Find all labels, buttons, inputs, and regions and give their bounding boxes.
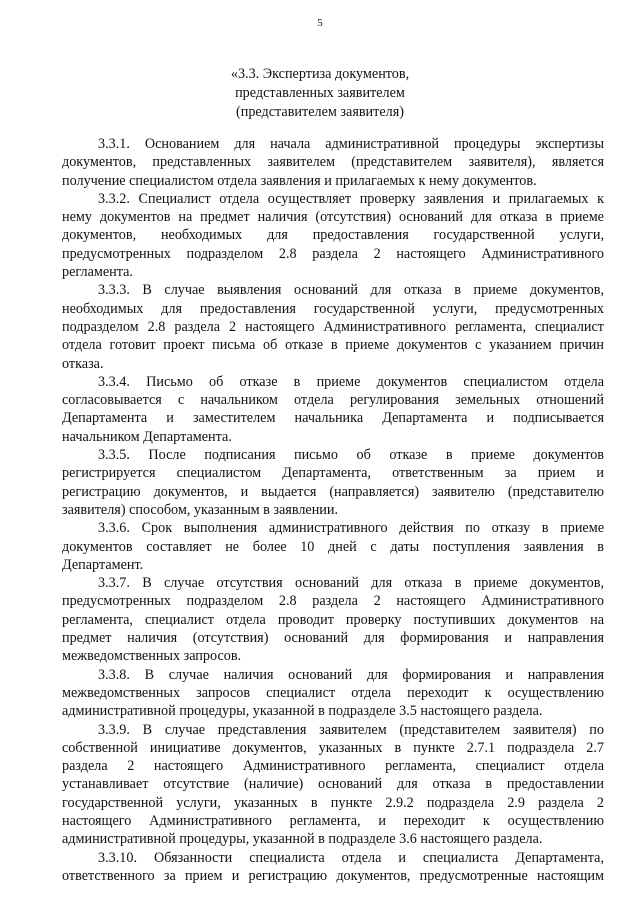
paragraph-3-3-10 <box>62 849 604 886</box>
paragraph-3-3-9 <box>62 721 604 849</box>
text-line: межведомственных запросов специалист отдела переходит к осуществлению <box>62 684 604 701</box>
text-line: документов, необходимых для предоставления государственной услуги, <box>62 227 604 244</box>
text-line: собственной инициативе документов, указанных в пункте 2.7.1 подраздела 2.7 <box>62 739 604 756</box>
text-line: 3.3.2. Специалист отдела осуществляет проверку заявления и прилагаемых к <box>98 190 604 207</box>
text-line: подразделом 2.8 раздела 2 настоящего Административного регламента, специалист <box>62 318 604 335</box>
text-line: регламента, специалист отдела проводит проверку поступивших документов на <box>62 611 604 628</box>
text-line: заявителя) способом, указанным в заявлении. <box>62 501 339 518</box>
text-line: предмет наличия (отсутствия) оснований для формирования и направления <box>62 630 604 647</box>
text-line: административной процедуры, указанной в подразделе 3.5 настоящего раздела. <box>62 703 543 720</box>
text-line: необходимых для предоставления государственной услуги, предусмотренных <box>62 300 604 317</box>
text-line: начальником Департамента. <box>62 428 232 445</box>
text-line: предусмотренных подразделом 2.8 раздела 2 настоящего Административного <box>62 245 604 262</box>
page-number: 5 <box>317 17 323 29</box>
text-line: документов, представленных заявителем (представителем заявителя), является <box>62 154 604 171</box>
text-line: регламента. <box>62 264 133 281</box>
text-line: нему документов на предмет наличия (отсутствия) оснований для отказа в приеме <box>62 209 604 226</box>
text-line: 3.3.8. В случае наличия оснований для формирования и направления <box>98 666 604 683</box>
text-line: государственной услуги, указанных в пункте 2.9.2 подраздела 2.9 раздела 2 <box>62 794 604 811</box>
text-line: отказа. <box>62 355 104 372</box>
text-line: настоящего Административного регламента, и переходит к осуществлению <box>62 812 604 829</box>
text-line: документов составляет не более 10 дней с даты поступления заявления в <box>62 538 604 555</box>
paragraph-3-3-2 <box>62 190 604 281</box>
text-line: 3.3.5. После подписания письмо об отказе в приеме документов <box>98 447 604 464</box>
text-line: отдела готовит проект письма об отказе в приеме документов с указанием причин <box>62 337 604 354</box>
text-line: межведомственных запросов. <box>62 648 242 665</box>
paragraph-3-3-7 <box>62 574 604 665</box>
text-line: 3.3.1. Основанием для начала административной процедуры экспертизы <box>98 136 604 152</box>
paragraph-3-3-6 <box>62 519 604 574</box>
paragraph-3-3-4 <box>62 373 604 446</box>
text-line: 3.3.9. В случае представления заявителем (представителем заявителя) по <box>98 721 604 738</box>
text-line: предусмотренных подразделом 2.8 раздела 2 настоящего Административного <box>62 593 604 610</box>
text-line: раздела 2 настоящего Административного регламента, специалист отдела <box>62 758 604 775</box>
section-heading <box>0 65 640 122</box>
paragraph-3-3-3 <box>62 281 604 372</box>
heading-line: «3.3. Экспертиза документов, <box>230 66 410 82</box>
text-line: 3.3.4. Письмо об отказе в приеме документов специалистом отдела <box>98 373 604 390</box>
heading-line: представленных заявителем <box>235 85 405 101</box>
text-line: Департамента и заместителем начальника Департамента и подписывается <box>62 410 604 427</box>
text-line: 3.3.3. В случае выявления оснований для отказа в приеме документов, <box>98 282 604 299</box>
text-line: регистрацию документов, и выдается (направляется) заявителю (представителю <box>62 483 604 500</box>
text-line: 3.3.6. Срок выполнения административного действия по отказу в приеме <box>98 520 604 537</box>
paragraph-3-3-8 <box>62 666 604 721</box>
text-line: устанавливает отсутствие (наличие) оснований для отказа в предоставлении <box>62 776 604 793</box>
text-line: Департамент. <box>62 556 144 573</box>
document-body <box>62 135 604 885</box>
paragraph-3-3-1 <box>62 135 604 190</box>
paragraph-3-3-5 <box>62 446 604 519</box>
text-line: 3.3.7. В случае отсутствия оснований для отказа в приеме документов, <box>98 575 604 592</box>
text-line: получение специалистом отдела заявления и прилагаемых к нему документов. <box>62 172 537 189</box>
text-line: 3.3.10. Обязанности специалиста отдела и специалиста Департамента, <box>98 849 604 866</box>
text-line: согласовывается с начальником отдела регулирования земельных отношений <box>62 392 604 409</box>
heading-line: (представителем заявителя) <box>236 104 404 120</box>
text-line: административной процедуры, указанной в подразделе 3.6 настоящего раздела. <box>62 831 543 848</box>
text-line: регистрируется специалистом Департамента, ответственным за прием и <box>62 465 604 482</box>
text-line: ответственного за прием и регистрацию документов, предусмотренные настоящим <box>62 867 604 884</box>
